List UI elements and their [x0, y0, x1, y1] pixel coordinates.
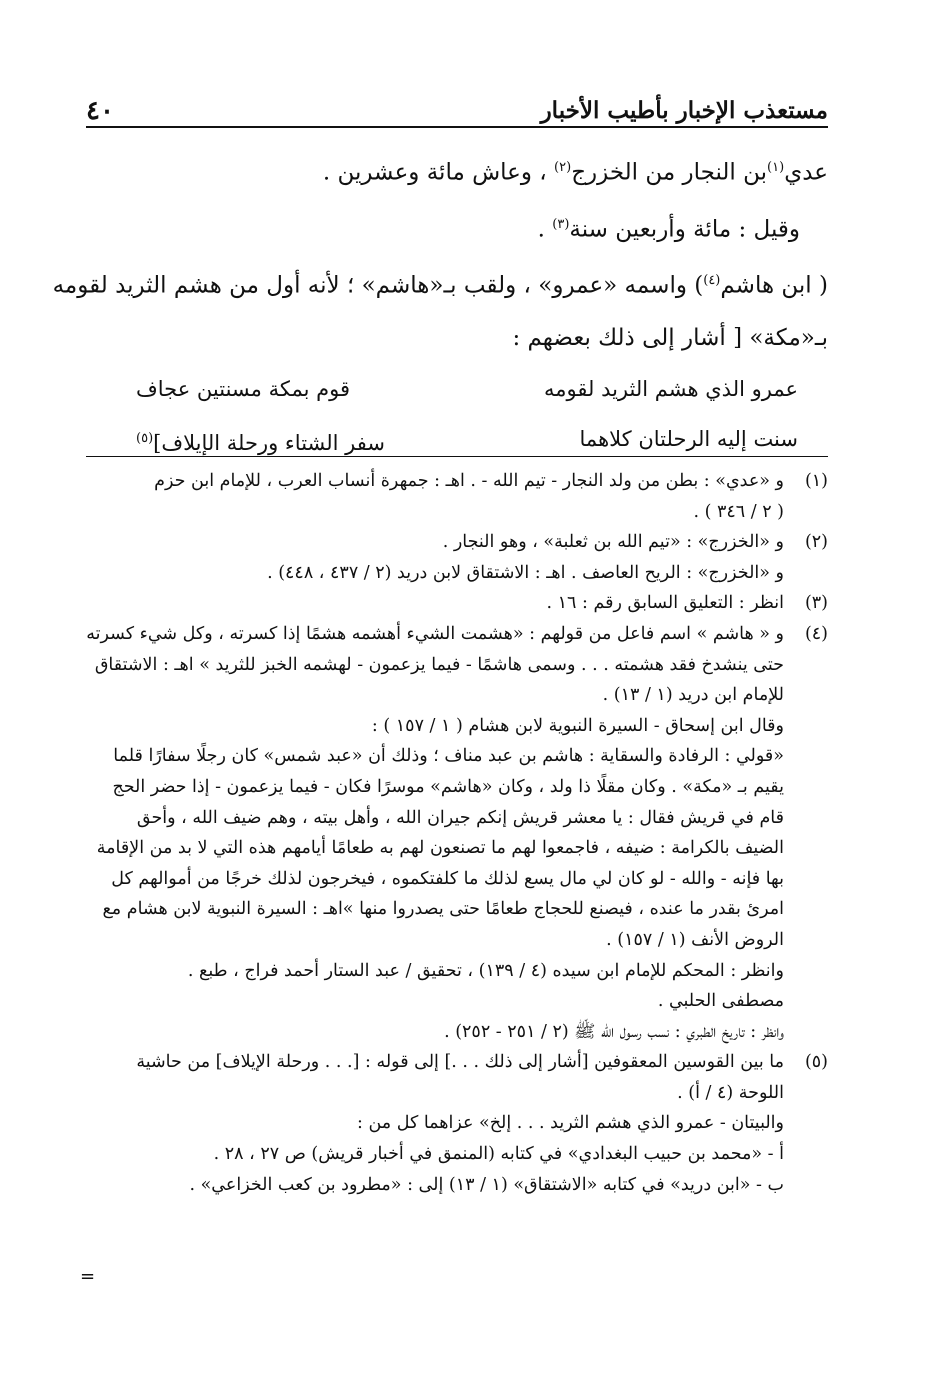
- verse-2: [86, 414, 828, 468]
- footnote-line: ( ٢ / ٣٤٦ ) .: [693, 501, 784, 522]
- footnote-text: [86, 527, 784, 558]
- text-run: عدي: [784, 159, 828, 186]
- footnote-text: [86, 1108, 784, 1139]
- footnote: [86, 741, 828, 955]
- text-run: سفر الشتاء ورحلة الإيلاف]: [153, 430, 385, 455]
- footnote-ref: (٢): [554, 160, 572, 175]
- footnote-line: بها فإنه - والله - لو كان لي مال يسع لذلك ما كلفتكموه ، فيخرجون لذلك خرجًا من أموالهم كل: [111, 868, 784, 889]
- footnote-text: [86, 711, 784, 742]
- footnote-line: للإمام ابن دريد (١ / ١٣) .: [602, 685, 784, 706]
- text-line-3: [52, 255, 828, 312]
- footnote-text: [86, 1047, 784, 1108]
- footnote: [86, 1017, 828, 1048]
- footnote-line: ما بين القوسين المعقوفين [أشار إلى ذلك . . .] إلى قوله : [. . . ورحلة الإيلاف] من حاشية: [136, 1052, 784, 1073]
- footnote-line: و «الخزرج» : الريح العاصف . اهـ : الاشتقاق لابن دريد (٢ / ٤٣٧ ، ٤٤٨) .: [267, 562, 784, 583]
- footnote-number: (٣): [804, 593, 828, 614]
- text-run: ( ابن هاشم: [720, 272, 828, 299]
- footnote: [86, 1047, 828, 1108]
- page-header: [86, 82, 828, 128]
- footnote-text: [86, 1017, 784, 1048]
- page-number: ٤٠: [86, 96, 114, 126]
- text-line-4: بـ«مكة» [ أشار إلى ذلك بعضهم :: [512, 324, 828, 351]
- footnote-number: (١): [804, 471, 828, 491]
- footnote: [86, 588, 828, 619]
- text-run: بن النجار من الخزرج: [571, 159, 768, 186]
- footnote-line: مصطفى الحلبي .: [657, 991, 784, 1012]
- footnote: [86, 619, 828, 711]
- footnote: [86, 1108, 828, 1139]
- footnote-number: (٤): [804, 623, 828, 644]
- continuation-mark: =: [80, 1266, 96, 1287]
- text-run: وقيل : مائة وأربعين سنة: [569, 216, 800, 243]
- footnote-line: والبيتان - عمرو الذي هشم الثريد . . . إلخ» عزاهما كل من :: [356, 1113, 784, 1134]
- text-run: ) واسمه «عمرو» ، ولقب بـ«هاشم» ؛ لأنه أول من هشم الثريد لقومه: [52, 272, 704, 299]
- footnote-text: [86, 588, 784, 619]
- footnote-line: اللوحة (٤ / أ) .: [677, 1082, 784, 1103]
- footnote-line: وانظر : المحكم للإمام ابن سيده (٤ / ١٣٩) ، تحقيق / عبد الستار أحمد فراج ، طبع .: [187, 960, 784, 981]
- footnote: [86, 956, 828, 1017]
- footnote-text: [86, 466, 784, 527]
- footnote-line: ب - «ابن دريد» في كتابه «الاشتقاق» (١ / ١٣) إلى : «مطرود بن كعب الخزاعي» .: [189, 1174, 784, 1195]
- book-title: مستعذب الإخبار بأطيب الأخبار: [540, 97, 828, 124]
- footnote-number: (٥): [804, 1052, 828, 1073]
- footnote-line: و «الخزرج» : «تيم الله بن ثعلبة» ، وهو النجار .: [442, 532, 784, 553]
- footnote-line: الروض الأنف (١ / ١٥٧) .: [606, 929, 784, 950]
- main-text: [52, 142, 828, 468]
- footnotes: [86, 466, 828, 1200]
- footnote-text: [86, 741, 784, 955]
- text-run: .: [537, 216, 553, 243]
- footnote-line: وقال ابن إسحاق - السيرة النبوية لابن هشام ( ١ / ١٥٧ ) :: [371, 715, 784, 736]
- footnote-line: انظر : التعليق السابق رقم : ١٦ .: [546, 593, 784, 614]
- footnote-line: و «عدي» : بطن من ولد النجار - تيم الله - . اهـ : جمهرة أنساب العرب ، للإمام ابن حزم: [154, 471, 784, 491]
- text-line-1: [86, 142, 828, 199]
- footnote: [86, 1170, 828, 1201]
- footnote-line: قام في قريش فقال : يا معشر قريش إنكم جيران الله ، وأهل بيته ، وهم ضيف الله ، وأحق: [136, 807, 784, 828]
- footnote-line: «قولي : الرفادة والسقاية : هاشم بن عبد مناف ؛ وذلك أن «عبد شمس» كان رجلًا سفارًا قلما: [113, 746, 784, 767]
- footnote-ref: (١): [767, 160, 785, 175]
- footnote: [86, 558, 828, 589]
- footnote: [86, 711, 828, 742]
- footnote-line: و « هاشم » اسم فاعل من قولهم : «هشمت الشيء أهشمه هشمًا إذا كسرته ، وكل شيء كسرته: [86, 623, 784, 644]
- footnote-separator: [86, 456, 828, 457]
- footnote-line: الضيف بالكرامة : ضيفه ، فاجمعوا لهم ما تصنعون لهم به طعامًا أيامهم هذه التي لا بد من الإقامة: [96, 838, 784, 859]
- footnote-ref: (٣): [552, 216, 570, 232]
- footnote-ref: (٤): [703, 273, 721, 289]
- footnote-text: [86, 1139, 784, 1170]
- footnote-line: وانظر : تاريخ الطبري : نسب رسول الله ﷺ (٢ / ٢٥١ - ٢٥٢) .: [444, 1021, 784, 1042]
- footnote-line: يقيم بـ «مكة» . وكان مقلًا ذا ولد ، وكان «هاشم» موسرًا فكان - فيما يزعمون - إذا حضر الحج: [112, 776, 784, 797]
- footnote-text: [86, 1170, 784, 1201]
- footnote: [86, 527, 828, 558]
- verse-hemistich-right: عمرو الذي هشم الثريد لقومه: [544, 376, 798, 401]
- footnote-number: (٢): [804, 532, 828, 553]
- verse-1: [86, 364, 828, 414]
- footnote: [86, 1139, 828, 1170]
- verse-hemistich-left: [136, 414, 385, 468]
- text-line-2: [86, 199, 828, 256]
- footnote-ref: (٥): [136, 430, 154, 446]
- footnote-text: [86, 558, 784, 589]
- footnote: [86, 466, 828, 527]
- footnote-line: أ - «محمد بن حبيب البغدادي» في كتابه (المنمق في أخبار قريش) ص ٢٧ ، ٢٨ .: [213, 1144, 784, 1165]
- verse-hemistich-right: سنت إليه الرحلتان كلاهما: [579, 426, 798, 451]
- verse-hemistich-left: قوم بمكة مسنتين عجاف: [136, 376, 350, 401]
- footnote-line: امرئ بقدر ما عنده ، فيصنع للحجاج طعامًا حتى يصدروا منها »اهـ : السيرة النبوية لابن هشام مع: [102, 899, 784, 920]
- text-run: ، وعاش مائة وعشرين .: [322, 159, 555, 186]
- footnote-text: [86, 619, 784, 711]
- footnote-text: [86, 956, 784, 1017]
- footnote-line: حتى ينشدخ فقد هشمته . . . وسمى هاشمًا - فيما يزعمون - لهشمه الخبز للثريد » اهـ : الاشتقاق: [94, 654, 784, 675]
